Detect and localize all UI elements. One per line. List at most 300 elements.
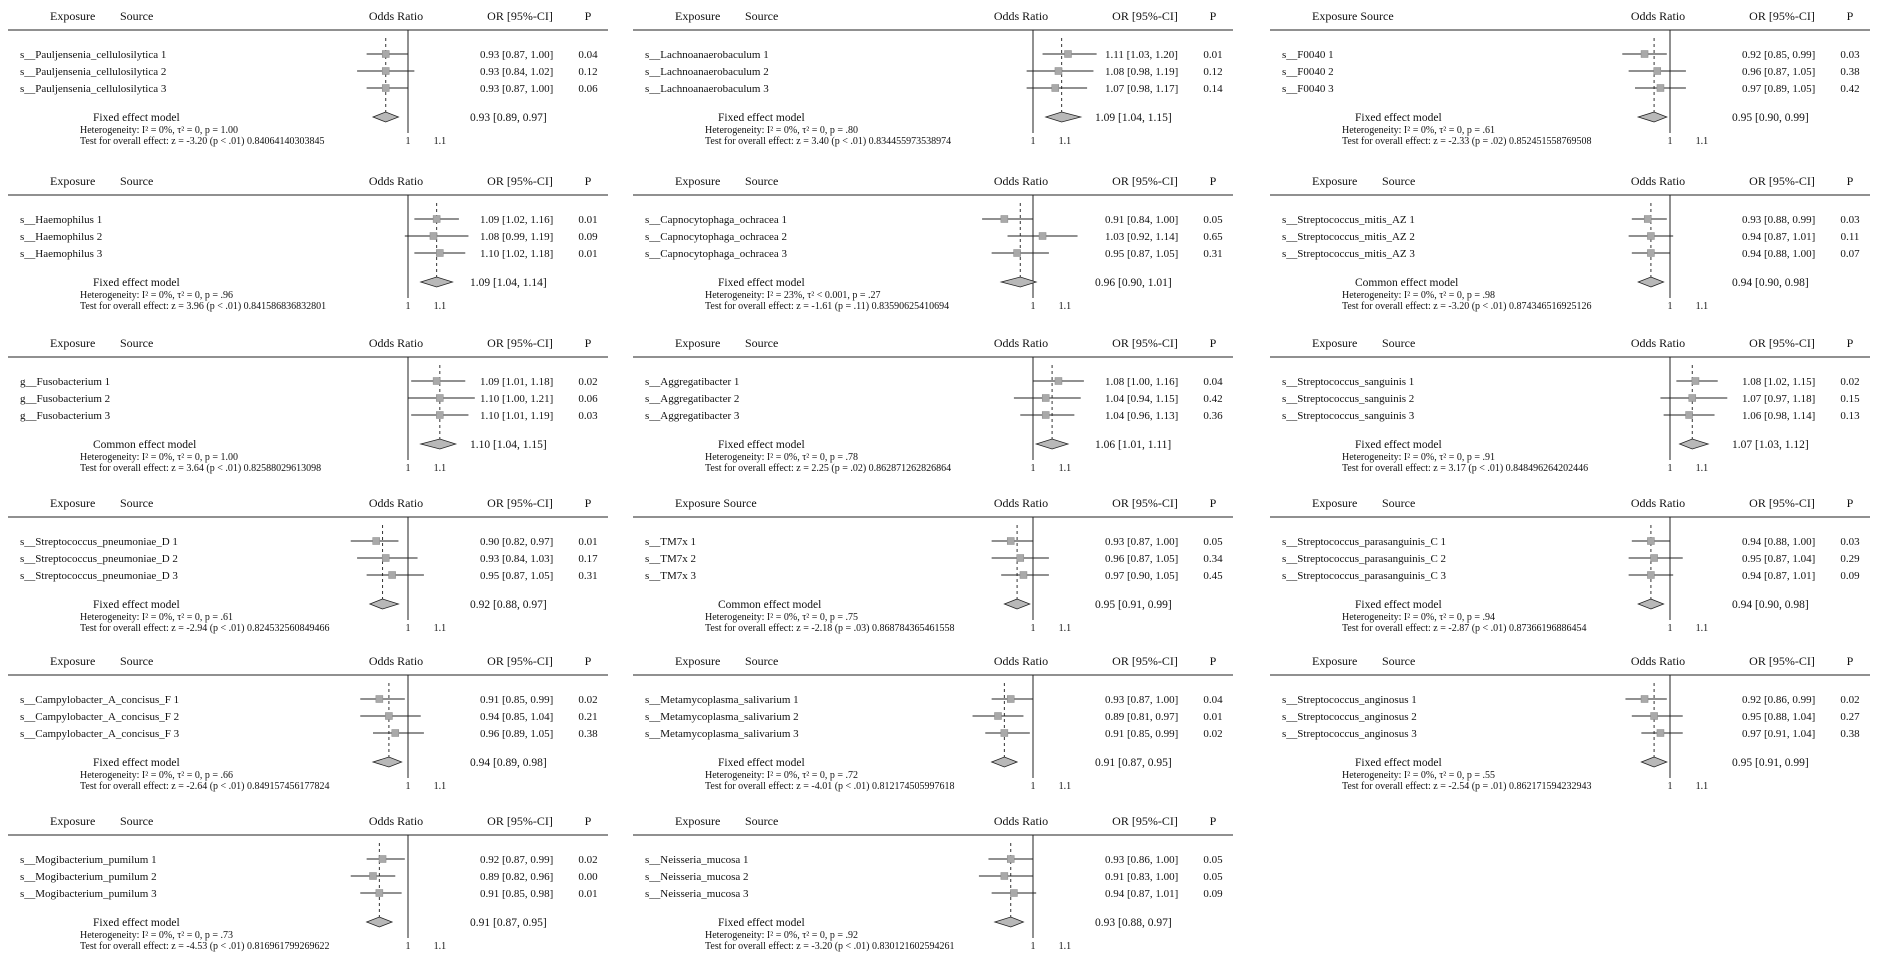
axis-tick-label: 1 <box>1030 623 1036 634</box>
heterogeneity-text: Heterogeneity: I² = 0%, τ² = 0, p = .72 <box>705 770 859 781</box>
header-odds-ratio: Odds Ratio <box>1630 336 1686 350</box>
overall-effect-text: Test for overall effect: z = -4.01 (p < .01) 0.812174505997618 <box>705 781 955 792</box>
study-label: s__F0040 3 <box>1282 83 1334 95</box>
study-p: 0.04 <box>1203 694 1223 706</box>
study-or-ci: 0.94 [0.88, 1.00] <box>1742 248 1816 260</box>
heterogeneity-text: Heterogeneity: I² = 0%, τ² = 0, p = .78 <box>705 452 859 463</box>
summary-diamond <box>1046 112 1081 122</box>
axis-tick-label: 1.1 <box>1058 781 1072 792</box>
study-label: s__Streptococcus_anginosus 3 <box>1282 728 1417 740</box>
study-or-ci: 0.93 [0.87, 1.00] <box>480 83 554 95</box>
summary-or-ci: 0.95 [0.91, 0.99] <box>1732 757 1809 769</box>
header-source: Source <box>120 496 154 510</box>
study-p: 0.02 <box>1840 376 1860 388</box>
forest-panel <box>1270 654 1870 792</box>
study-label: s__Streptococcus_anginosus 1 <box>1282 694 1417 706</box>
study-or-ci: 0.96 [0.87, 1.05] <box>1105 553 1179 565</box>
study-box <box>1010 890 1017 897</box>
study-label: s__TM7x 3 <box>645 570 697 582</box>
study-label: s__Haemophilus 1 <box>20 214 103 226</box>
axis-tick-label: 1 <box>1030 136 1036 147</box>
header-exposure-source: Exposure Source <box>1312 9 1394 23</box>
heterogeneity-text: Heterogeneity: I² = 0%, τ² = 0, p = .75 <box>705 612 859 623</box>
study-label: s__Streptococcus_pneumoniae_D 1 <box>20 536 178 548</box>
header-source: Source <box>1382 174 1416 188</box>
axis-tick-label: 1 <box>405 941 411 952</box>
study-box <box>1042 395 1049 402</box>
study-label: s__Capnocytophaga_ochracea 1 <box>645 214 788 226</box>
study-box <box>379 856 386 863</box>
summary-or-ci: 0.95 [0.91, 0.99] <box>1095 599 1172 611</box>
forest-panel <box>1270 174 1870 312</box>
axis-tick-label: 1 <box>1030 463 1036 474</box>
heterogeneity-text: Heterogeneity: I² = 0%, τ² = 0, p = .66 <box>80 770 234 781</box>
study-p: 0.02 <box>578 694 598 706</box>
axis-tick-label: 1.1 <box>1695 623 1709 634</box>
header-odds-ratio: Odds Ratio <box>368 9 424 23</box>
header-p: P <box>1846 9 1854 23</box>
header-source: Source <box>1382 336 1416 350</box>
study-box <box>1647 572 1654 579</box>
header-or-ci: OR [95%-CI] <box>1112 336 1178 350</box>
study-p: 0.12 <box>578 66 598 78</box>
study-label: s__TM7x 2 <box>645 553 697 565</box>
study-label: s__Mogibacterium_pumilum 1 <box>20 854 157 866</box>
study-or-ci: 1.10 [1.01, 1.19] <box>480 410 554 422</box>
study-p: 0.36 <box>1203 410 1223 422</box>
overall-effect-text: Test for overall effect: z = -2.33 (p = .02) 0.852451558769508 <box>1342 136 1592 147</box>
forest-panel <box>8 814 608 952</box>
forest-panel <box>1270 9 1870 147</box>
axis-tick-label: 1 <box>405 301 411 312</box>
forest-panel <box>633 814 1233 952</box>
study-label: s__Lachnoanaerobaculum 2 <box>645 66 769 78</box>
model-label: Fixed effect model <box>93 112 180 124</box>
forest-panel <box>633 336 1233 474</box>
header-source: Source <box>120 336 154 350</box>
header-or-ci: OR [95%-CI] <box>1749 336 1815 350</box>
header-odds-ratio: Odds Ratio <box>368 174 424 188</box>
study-p: 0.09 <box>1840 570 1860 582</box>
heterogeneity-text: Heterogeneity: I² = 0%, τ² = 0, p = .91 <box>1342 452 1496 463</box>
study-p: 0.02 <box>578 376 598 388</box>
study-label: s__Streptococcus_anginosus 2 <box>1282 711 1417 723</box>
model-label: Fixed effect model <box>1355 112 1442 124</box>
header-p: P <box>584 174 592 188</box>
study-or-ci: 0.95 [0.87, 1.05] <box>480 570 554 582</box>
header-exposure: Exposure <box>50 654 96 668</box>
header-or-ci: OR [95%-CI] <box>1112 174 1178 188</box>
study-box <box>376 696 383 703</box>
heterogeneity-text: Heterogeneity: I² = 0%, τ² = 0, p = .92 <box>705 930 859 941</box>
study-box <box>1055 68 1062 75</box>
forest-panel <box>633 174 1233 312</box>
header-exposure: Exposure <box>50 9 96 23</box>
header-odds-ratio: Odds Ratio <box>368 814 424 828</box>
study-p: 0.11 <box>1840 231 1860 243</box>
study-label: s__Streptococcus_parasanguinis_C 1 <box>1282 536 1447 548</box>
study-label: s__Capnocytophaga_ochracea 2 <box>645 231 788 243</box>
header-exposure: Exposure <box>50 174 96 188</box>
header-odds-ratio: Odds Ratio <box>993 496 1049 510</box>
summary-diamond <box>995 917 1024 927</box>
study-p: 0.05 <box>1203 536 1223 548</box>
study-or-ci: 0.91 [0.84, 1.00] <box>1105 214 1179 226</box>
summary-diamond <box>1638 277 1663 287</box>
study-or-ci: 1.09 [1.02, 1.16] <box>480 214 554 226</box>
study-p: 0.01 <box>1203 711 1223 723</box>
summary-diamond <box>1638 112 1667 122</box>
study-p: 0.01 <box>1203 49 1223 61</box>
study-label: s__Streptococcus_sanguinis 3 <box>1282 410 1415 422</box>
heterogeneity-text: Heterogeneity: I² = 0%, τ² = 0, p = 1.00 <box>80 452 239 463</box>
study-or-ci: 0.97 [0.90, 1.05] <box>1105 570 1179 582</box>
axis-tick-label: 1.1 <box>1695 781 1709 792</box>
study-p: 0.45 <box>1203 570 1223 582</box>
study-label: s__Streptococcus_pneumoniae_D 2 <box>20 553 178 565</box>
heterogeneity-text: Heterogeneity: I² = 0%, τ² = 0, p = .80 <box>705 125 859 136</box>
model-label: Fixed effect model <box>718 277 805 289</box>
study-box <box>1020 572 1027 579</box>
study-label: s__Neisseria_mucosa 2 <box>645 871 749 883</box>
study-or-ci: 0.94 [0.87, 1.01] <box>1742 231 1816 243</box>
summary-diamond <box>1680 439 1709 449</box>
overall-effect-text: Test for overall effect: z = 3.40 (p < .01) 0.834455973538974 <box>705 136 952 147</box>
summary-or-ci: 0.94 [0.90, 0.98] <box>1732 277 1809 289</box>
header-odds-ratio: Odds Ratio <box>993 814 1049 828</box>
study-p: 0.06 <box>578 393 598 405</box>
study-p: 0.00 <box>578 871 598 883</box>
forest-panel <box>8 9 608 147</box>
study-or-ci: 0.93 [0.84, 1.03] <box>480 553 554 565</box>
study-p: 0.31 <box>578 570 598 582</box>
summary-or-ci: 1.09 [1.04, 1.15] <box>1095 112 1172 124</box>
header-p: P <box>1846 174 1854 188</box>
study-box <box>1055 378 1062 385</box>
forest-panel <box>633 9 1233 147</box>
study-label: s__Pauljensenia_cellulosilytica 2 <box>20 66 167 78</box>
forest-panel <box>1270 336 1870 474</box>
header-exposure: Exposure <box>1312 654 1358 668</box>
overall-effect-text: Test for overall effect: z = -2.94 (p < .01) 0.824532560849466 <box>80 623 330 634</box>
heterogeneity-text: Heterogeneity: I² = 0%, τ² = 0, p = .98 <box>1342 290 1496 301</box>
header-odds-ratio: Odds Ratio <box>368 496 424 510</box>
study-label: s__Lachnoanaerobaculum 3 <box>645 83 769 95</box>
axis-tick-label: 1 <box>405 136 411 147</box>
header-odds-ratio: Odds Ratio <box>368 654 424 668</box>
study-p: 0.38 <box>1840 66 1860 78</box>
study-box <box>1001 730 1008 737</box>
study-box <box>1641 51 1648 58</box>
study-or-ci: 1.04 [0.96, 1.13] <box>1105 410 1179 422</box>
header-source: Source <box>120 654 154 668</box>
study-or-ci: 0.94 [0.87, 1.01] <box>1742 570 1816 582</box>
study-box <box>433 216 440 223</box>
header-p: P <box>584 654 592 668</box>
study-or-ci: 0.97 [0.89, 1.05] <box>1742 83 1816 95</box>
study-p: 0.02 <box>1840 694 1860 706</box>
study-or-ci: 0.96 [0.89, 1.05] <box>480 728 554 740</box>
study-p: 0.01 <box>578 248 598 260</box>
header-or-ci: OR [95%-CI] <box>487 336 553 350</box>
header-odds-ratio: Odds Ratio <box>1630 496 1686 510</box>
study-p: 0.06 <box>578 83 598 95</box>
axis-tick-label: 1.1 <box>433 623 447 634</box>
axis-tick-label: 1.1 <box>433 301 447 312</box>
header-source: Source <box>745 814 779 828</box>
study-label: s__Streptococcus_mitis_AZ 1 <box>1282 214 1415 226</box>
model-label: Common effect model <box>1355 277 1459 289</box>
study-or-ci: 0.93 [0.86, 1.00] <box>1105 854 1179 866</box>
study-p: 0.05 <box>1203 871 1223 883</box>
model-label: Fixed effect model <box>93 599 180 611</box>
study-p: 0.42 <box>1203 393 1223 405</box>
model-label: Fixed effect model <box>93 277 180 289</box>
study-or-ci: 0.91 [0.85, 0.99] <box>480 694 554 706</box>
study-box <box>1647 233 1654 240</box>
study-p: 0.05 <box>1203 214 1223 226</box>
study-box <box>1039 233 1046 240</box>
study-or-ci: 0.90 [0.82, 0.97] <box>480 536 554 548</box>
summary-or-ci: 0.93 [0.89, 0.97] <box>470 112 547 124</box>
study-or-ci: 0.95 [0.88, 1.04] <box>1742 711 1816 723</box>
axis-tick-label: 1.1 <box>1058 463 1072 474</box>
study-or-ci: 0.96 [0.87, 1.05] <box>1742 66 1816 78</box>
study-or-ci: 1.06 [0.98, 1.14] <box>1742 410 1816 422</box>
summary-or-ci: 0.92 [0.88, 0.97] <box>470 599 547 611</box>
forest-panel <box>633 654 1233 792</box>
header-source: Source <box>1382 654 1416 668</box>
study-or-ci: 0.93 [0.84, 1.02] <box>480 66 554 78</box>
header-odds-ratio: Odds Ratio <box>993 654 1049 668</box>
overall-effect-text: Test for overall effect: z = -2.64 (p < .01) 0.849157456177824 <box>80 781 330 792</box>
header-or-ci: OR [95%-CI] <box>1112 496 1178 510</box>
header-or-ci: OR [95%-CI] <box>487 496 553 510</box>
model-label: Common effect model <box>718 599 822 611</box>
study-or-ci: 0.95 [0.87, 1.04] <box>1742 553 1816 565</box>
header-odds-ratio: Odds Ratio <box>368 336 424 350</box>
summary-diamond <box>367 917 392 927</box>
summary-diamond <box>1001 277 1036 287</box>
study-p: 0.01 <box>578 888 598 900</box>
study-label: s__Neisseria_mucosa 1 <box>645 854 749 866</box>
overall-effect-text: Test for overall effect: z = -3.20 (p < .01) 0.84064140303845 <box>80 136 325 147</box>
overall-effect-text: Test for overall effect: z = -2.54 (p = .01) 0.862171594232943 <box>1342 781 1592 792</box>
heterogeneity-text: Heterogeneity: I² = 0%, τ² = 0, p = .96 <box>80 290 234 301</box>
study-box <box>1001 216 1008 223</box>
header-source: Source <box>1382 496 1416 510</box>
study-label: s__Metamycoplasma_salivarium 2 <box>645 711 799 723</box>
study-label: s__Aggregatibacter 2 <box>645 393 740 405</box>
summary-or-ci: 0.91 [0.87, 0.95] <box>470 917 547 929</box>
study-label: s__Aggregatibacter 3 <box>645 410 740 422</box>
header-p: P <box>584 814 592 828</box>
overall-effect-text: Test for overall effect: z = -4.53 (p < .01) 0.816961799269622 <box>80 941 330 952</box>
study-or-ci: 1.08 [0.98, 1.19] <box>1105 66 1179 78</box>
study-label: s__Campylobacter_A_concisus_F 1 <box>20 694 180 706</box>
study-p: 0.12 <box>1203 66 1223 78</box>
study-or-ci: 1.08 [1.00, 1.16] <box>1105 376 1179 388</box>
header-or-ci: OR [95%-CI] <box>1112 654 1178 668</box>
study-or-ci: 0.92 [0.86, 0.99] <box>1742 694 1816 706</box>
study-p: 0.05 <box>1203 854 1223 866</box>
study-or-ci: 0.91 [0.85, 0.98] <box>480 888 554 900</box>
axis-tick-label: 1 <box>1667 301 1673 312</box>
heterogeneity-text: Heterogeneity: I² = 23%, τ² < 0.001, p = .27 <box>705 290 881 301</box>
header-source: Source <box>745 174 779 188</box>
study-label: s__TM7x 1 <box>645 536 697 548</box>
study-p: 0.31 <box>1203 248 1223 260</box>
study-p: 0.03 <box>578 410 598 422</box>
header-p: P <box>584 9 592 23</box>
header-source: Source <box>745 336 779 350</box>
summary-diamond <box>370 599 399 609</box>
summary-or-ci: 0.94 [0.90, 0.98] <box>1732 599 1809 611</box>
header-or-ci: OR [95%-CI] <box>1112 814 1178 828</box>
forest-panel <box>8 174 608 312</box>
header-p: P <box>1209 174 1217 188</box>
study-label: s__Aggregatibacter 1 <box>645 376 740 388</box>
heterogeneity-text: Heterogeneity: I² = 0%, τ² = 0, p = .61 <box>80 612 234 623</box>
header-p: P <box>1209 654 1217 668</box>
summary-or-ci: 0.91 [0.87, 0.95] <box>1095 757 1172 769</box>
header-exposure-source: Exposure Source <box>675 496 757 510</box>
study-label: s__Mogibacterium_pumilum 3 <box>20 888 157 900</box>
axis-tick-label: 1.1 <box>433 463 447 474</box>
header-exposure: Exposure <box>1312 496 1358 510</box>
study-box <box>382 51 389 58</box>
study-label: s__Streptococcus_pneumoniae_D 3 <box>20 570 178 582</box>
header-odds-ratio: Odds Ratio <box>993 9 1049 23</box>
model-label: Fixed effect model <box>718 439 805 451</box>
header-or-ci: OR [95%-CI] <box>1749 654 1815 668</box>
axis-tick-label: 1.1 <box>1058 941 1072 952</box>
summary-or-ci: 0.94 [0.89, 0.98] <box>470 757 547 769</box>
forest-panel <box>8 654 608 792</box>
header-or-ci: OR [95%-CI] <box>1749 496 1815 510</box>
header-p: P <box>1209 814 1217 828</box>
axis-tick-label: 1 <box>1030 781 1036 792</box>
study-label: s__Metamycoplasma_salivarium 3 <box>645 728 799 740</box>
study-box <box>1052 85 1059 92</box>
study-p: 0.01 <box>578 214 598 226</box>
study-label: s__Metamycoplasma_salivarium 1 <box>645 694 799 706</box>
study-or-ci: 0.93 [0.87, 1.00] <box>480 49 554 61</box>
header-p: P <box>584 496 592 510</box>
study-p: 0.38 <box>1840 728 1860 740</box>
header-p: P <box>1209 496 1217 510</box>
model-label: Fixed effect model <box>718 112 805 124</box>
study-box <box>1657 85 1664 92</box>
study-box <box>1007 538 1014 545</box>
overall-effect-text: Test for overall effect: z = 3.96 (p < .01) 0.841586836832801 <box>80 301 327 312</box>
study-p: 0.13 <box>1840 410 1860 422</box>
study-or-ci: 0.92 [0.85, 0.99] <box>1742 49 1816 61</box>
header-odds-ratio: Odds Ratio <box>993 336 1049 350</box>
header-p: P <box>1209 9 1217 23</box>
header-or-ci: OR [95%-CI] <box>1749 174 1815 188</box>
study-or-ci: 1.07 [0.97, 1.18] <box>1742 393 1816 405</box>
header-or-ci: OR [95%-CI] <box>487 814 553 828</box>
axis-tick-label: 1 <box>1667 136 1673 147</box>
study-p: 0.29 <box>1840 553 1860 565</box>
header-exposure: Exposure <box>675 336 721 350</box>
header-or-ci: OR [95%-CI] <box>487 654 553 668</box>
header-source: Source <box>120 174 154 188</box>
summary-diamond <box>373 112 398 122</box>
header-exposure: Exposure <box>675 174 721 188</box>
study-p: 0.09 <box>1203 888 1223 900</box>
study-label: s__Campylobacter_A_concisus_F 2 <box>20 711 180 723</box>
axis-tick-label: 1 <box>405 463 411 474</box>
study-or-ci: 0.93 [0.87, 1.00] <box>1105 536 1179 548</box>
study-or-ci: 1.10 [1.02, 1.18] <box>480 248 554 260</box>
study-label: g__Fusobacterium 3 <box>20 410 111 422</box>
study-or-ci: 1.11 [1.03, 1.20] <box>1105 49 1178 61</box>
heterogeneity-text: Heterogeneity: I² = 0%, τ² = 0, p = .94 <box>1342 612 1496 623</box>
study-label: s__Streptococcus_mitis_AZ 3 <box>1282 248 1415 260</box>
axis-tick-label: 1.1 <box>1058 136 1072 147</box>
study-label: s__Neisseria_mucosa 3 <box>645 888 749 900</box>
study-or-ci: 1.08 [1.02, 1.15] <box>1742 376 1816 388</box>
study-p: 0.27 <box>1840 711 1860 723</box>
study-or-ci: 0.95 [0.87, 1.05] <box>1105 248 1179 260</box>
study-box <box>1654 68 1661 75</box>
study-label: s__Pauljensenia_cellulosilytica 1 <box>20 49 167 61</box>
model-label: Fixed effect model <box>1355 757 1442 769</box>
header-exposure: Exposure <box>50 336 96 350</box>
header-exposure: Exposure <box>675 9 721 23</box>
header-exposure: Exposure <box>1312 336 1358 350</box>
study-box <box>373 538 380 545</box>
study-box <box>376 890 383 897</box>
study-box <box>1014 250 1021 257</box>
study-label: s__F0040 1 <box>1282 49 1334 61</box>
study-or-ci: 1.07 [0.98, 1.17] <box>1105 83 1179 95</box>
study-box <box>385 713 392 720</box>
forest-panel <box>633 496 1233 634</box>
study-or-ci: 1.04 [0.94, 1.15] <box>1105 393 1179 405</box>
forest-panel <box>8 496 608 634</box>
header-source: Source <box>120 814 154 828</box>
study-label: s__Haemophilus 3 <box>20 248 103 260</box>
study-label: s__Mogibacterium_pumilum 2 <box>20 871 157 883</box>
study-box <box>1644 216 1651 223</box>
study-or-ci: 1.08 [0.99, 1.19] <box>480 231 554 243</box>
study-box <box>1007 856 1014 863</box>
study-label: s__Streptococcus_parasanguinis_C 2 <box>1282 553 1447 565</box>
header-odds-ratio: Odds Ratio <box>993 174 1049 188</box>
header-source: Source <box>745 654 779 668</box>
study-p: 0.07 <box>1840 248 1860 260</box>
model-label: Common effect model <box>93 439 197 451</box>
overall-effect-text: Test for overall effect: z = -3.20 (p < .01) 0.874346516925126 <box>1342 301 1592 312</box>
study-or-ci: 1.03 [0.92, 1.14] <box>1105 231 1179 243</box>
heterogeneity-text: Heterogeneity: I² = 0%, τ² = 0, p = .55 <box>1342 770 1496 781</box>
header-p: P <box>1846 336 1854 350</box>
overall-effect-text: Test for overall effect: z = 3.64 (p < .01) 0.82588029613098 <box>80 463 322 474</box>
overall-effect-text: Test for overall effect: z = 2.25 (p = .02) 0.862871262826864 <box>705 463 952 474</box>
summary-or-ci: 1.07 [1.03, 1.12] <box>1732 439 1809 451</box>
study-box <box>436 412 443 419</box>
header-odds-ratio: Odds Ratio <box>1630 9 1686 23</box>
summary-or-ci: 0.96 [0.90, 1.01] <box>1095 277 1172 289</box>
study-box <box>1042 412 1049 419</box>
study-box <box>433 378 440 385</box>
header-p: P <box>1846 496 1854 510</box>
study-p: 0.14 <box>1203 83 1223 95</box>
study-or-ci: 0.91 [0.85, 0.99] <box>1105 728 1179 740</box>
